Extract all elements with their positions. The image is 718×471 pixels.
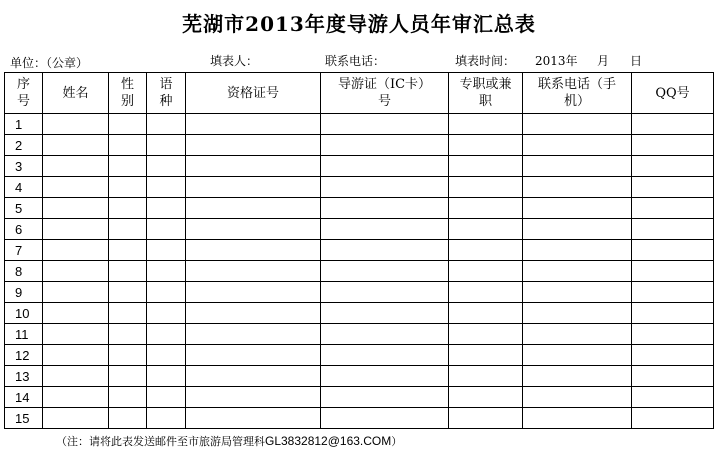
header-cell-line: 种: [159, 94, 173, 109]
date-year: 2013年: [535, 54, 578, 68]
table-cell[interactable]: [449, 303, 523, 324]
row-number: 9: [5, 282, 43, 303]
footnote-close: ）: [391, 435, 403, 448]
table-row: [5, 219, 714, 240]
table-cell[interactable]: [109, 408, 147, 429]
table-cell[interactable]: [321, 240, 449, 261]
table-cell[interactable]: [632, 198, 714, 219]
table-row: [5, 261, 714, 282]
table-cell[interactable]: [186, 156, 321, 177]
table-cell[interactable]: [632, 366, 714, 387]
table-cell[interactable]: [321, 219, 449, 240]
table-row: [5, 408, 714, 429]
table-row: [5, 282, 714, 303]
table-cell[interactable]: [449, 240, 523, 261]
table-cell[interactable]: [449, 345, 523, 366]
table-cell[interactable]: [632, 324, 714, 345]
table-row: [5, 240, 714, 261]
table-cell[interactable]: [109, 198, 147, 219]
header-cell-line: 姓名: [62, 85, 89, 101]
table-cell[interactable]: [321, 261, 449, 282]
table-cell[interactable]: [632, 156, 714, 177]
table-cell[interactable]: [632, 408, 714, 429]
table-cell[interactable]: [523, 387, 632, 408]
table-cell[interactable]: [43, 303, 109, 324]
table-cell[interactable]: [186, 177, 321, 198]
table-cell[interactable]: [321, 324, 449, 345]
table-cell[interactable]: [449, 282, 523, 303]
table-cell[interactable]: [109, 324, 147, 345]
table-cell[interactable]: [449, 324, 523, 345]
row-number: 8: [5, 261, 43, 282]
table-cell[interactable]: [147, 303, 186, 324]
table-cell[interactable]: [523, 198, 632, 219]
table-cell[interactable]: [321, 198, 449, 219]
table-cell[interactable]: [523, 135, 632, 156]
table-cell[interactable]: [147, 324, 186, 345]
header-cell: [147, 73, 186, 114]
header-cell: [109, 73, 147, 114]
table-body: [5, 114, 714, 429]
table-cell[interactable]: [43, 345, 109, 366]
table-cell[interactable]: [449, 198, 523, 219]
table-cell[interactable]: [186, 408, 321, 429]
table-cell[interactable]: [449, 135, 523, 156]
table-cell[interactable]: [523, 156, 632, 177]
table-cell[interactable]: [147, 282, 186, 303]
table-cell[interactable]: [449, 156, 523, 177]
table-cell[interactable]: [321, 366, 449, 387]
header-cell-line: 序: [16, 77, 30, 92]
table-row: [5, 156, 714, 177]
table-cell[interactable]: [449, 387, 523, 408]
table-cell[interactable]: [147, 219, 186, 240]
table-cell[interactable]: [147, 177, 186, 198]
table-cell[interactable]: [449, 408, 523, 429]
page-title: 芜湖市2013年度导游人员年审汇总表: [182, 12, 536, 36]
table-cell[interactable]: [321, 303, 449, 324]
table-cell[interactable]: [43, 282, 109, 303]
header-cell: [632, 73, 714, 114]
table-cell[interactable]: [321, 345, 449, 366]
table-cell[interactable]: [109, 156, 147, 177]
table-cell[interactable]: [109, 135, 147, 156]
table-cell[interactable]: [321, 282, 449, 303]
row-number: 11: [5, 324, 43, 345]
table-cell[interactable]: [43, 114, 109, 135]
header-cell-line: 联系电话（手: [537, 77, 616, 92]
table-cell[interactable]: [186, 219, 321, 240]
header-cell-line: 别: [120, 94, 134, 109]
row-number: 5: [5, 198, 43, 219]
table-cell[interactable]: [186, 345, 321, 366]
table-cell[interactable]: [321, 114, 449, 135]
row-number: 6: [5, 219, 43, 240]
table-cell[interactable]: [109, 261, 147, 282]
row-number: 15: [5, 408, 43, 429]
table-row: [5, 135, 714, 156]
table-cell[interactable]: [43, 219, 109, 240]
header-cell-line: 机）: [563, 94, 590, 109]
header-cell: [5, 73, 43, 114]
table-cell[interactable]: [632, 303, 714, 324]
table-cell[interactable]: [43, 198, 109, 219]
table-cell[interactable]: [321, 135, 449, 156]
table-cell[interactable]: [186, 135, 321, 156]
table-cell[interactable]: [632, 261, 714, 282]
table-cell[interactable]: [109, 177, 147, 198]
table-cell[interactable]: [186, 198, 321, 219]
table-cell[interactable]: [523, 366, 632, 387]
table-cell[interactable]: [523, 324, 632, 345]
table-cell[interactable]: [523, 303, 632, 324]
table-cell[interactable]: [43, 156, 109, 177]
header-cell-line: 导游证（IC卡）: [337, 77, 432, 92]
date-day: 日: [630, 54, 643, 68]
table-cell[interactable]: [43, 366, 109, 387]
table-cell[interactable]: [43, 177, 109, 198]
table-cell[interactable]: [321, 408, 449, 429]
table-cell[interactable]: [632, 114, 714, 135]
table-cell[interactable]: [449, 219, 523, 240]
table-cell[interactable]: [109, 114, 147, 135]
row-number: 12: [5, 345, 43, 366]
row-number: 2: [5, 135, 43, 156]
table-cell[interactable]: [186, 261, 321, 282]
row-number: 14: [5, 387, 43, 408]
date-label: 填表时间：: [455, 54, 516, 68]
table-cell[interactable]: [449, 177, 523, 198]
table-cell[interactable]: [449, 114, 523, 135]
table-row: [5, 177, 714, 198]
table-cell[interactable]: [43, 135, 109, 156]
table-cell[interactable]: [523, 114, 632, 135]
table-cell[interactable]: [186, 114, 321, 135]
row-number: 7: [5, 240, 43, 261]
footnote-email: GL3832812@163.COM: [265, 434, 392, 448]
table-cell[interactable]: [109, 387, 147, 408]
header-cell-line: QQ号: [655, 85, 690, 101]
table-cell[interactable]: [147, 198, 186, 219]
table-cell[interactable]: [147, 261, 186, 282]
table-cell[interactable]: [147, 345, 186, 366]
row-number: 1: [5, 114, 43, 135]
header-cell-line: 语: [159, 77, 173, 92]
date-month: 月: [597, 54, 610, 68]
table-cell[interactable]: [186, 387, 321, 408]
table-cell[interactable]: [147, 366, 186, 387]
table-cell[interactable]: [632, 177, 714, 198]
table-cell[interactable]: [109, 282, 147, 303]
header-cell-line: 专职或兼: [459, 77, 512, 92]
table-cell[interactable]: [43, 324, 109, 345]
table-cell[interactable]: [449, 261, 523, 282]
table-cell[interactable]: [449, 366, 523, 387]
table-cell[interactable]: [321, 156, 449, 177]
table-cell[interactable]: [186, 303, 321, 324]
unit-label: 单位：（公章）: [10, 56, 89, 70]
table-row: [5, 345, 714, 366]
table-cell[interactable]: [321, 387, 449, 408]
table-cell[interactable]: [109, 303, 147, 324]
table-cell[interactable]: [147, 114, 186, 135]
filler-label: 填表人：: [210, 54, 259, 68]
table-cell[interactable]: [632, 240, 714, 261]
header-row: [5, 73, 714, 114]
header-cell-line: 性: [120, 77, 134, 92]
table-cell[interactable]: [147, 408, 186, 429]
table-cell[interactable]: [186, 324, 321, 345]
table-cell[interactable]: [632, 219, 714, 240]
table-cell[interactable]: [43, 240, 109, 261]
phone-label: 联系电话：: [325, 54, 386, 68]
row-number: 3: [5, 156, 43, 177]
table-cell[interactable]: [147, 135, 186, 156]
footnote: [56, 433, 402, 449]
table-cell[interactable]: [147, 156, 186, 177]
header-cell: [523, 73, 632, 114]
table-cell[interactable]: [109, 345, 147, 366]
table-row: [5, 366, 714, 387]
table-row: [5, 198, 714, 219]
table-cell[interactable]: [109, 366, 147, 387]
header-cell-line: 号: [16, 94, 30, 109]
table-cell[interactable]: [147, 240, 186, 261]
summary-table: [4, 72, 714, 429]
table-cell[interactable]: [43, 387, 109, 408]
row-number: 13: [5, 366, 43, 387]
table-row: [5, 324, 714, 345]
table-cell[interactable]: [186, 240, 321, 261]
table-cell[interactable]: [523, 261, 632, 282]
table-cell[interactable]: [186, 366, 321, 387]
footnote-text: （注：请将此表发送邮件至市旅游局管理科: [56, 435, 265, 448]
header-cell: [449, 73, 523, 114]
table-cell[interactable]: [523, 282, 632, 303]
table-cell[interactable]: [43, 261, 109, 282]
table-row: [5, 303, 714, 324]
table-cell[interactable]: [186, 282, 321, 303]
header-cell-line: 职: [478, 94, 492, 109]
table-cell[interactable]: [523, 177, 632, 198]
header-cell: [186, 73, 321, 114]
table-cell[interactable]: [43, 408, 109, 429]
table-row: [5, 114, 714, 135]
table-cell[interactable]: [632, 135, 714, 156]
table-row: [5, 387, 714, 408]
row-number: 4: [5, 177, 43, 198]
header-cell: [321, 73, 449, 114]
header-cell-line: 号: [377, 94, 391, 109]
table-cell[interactable]: [523, 408, 632, 429]
table-cell[interactable]: [147, 387, 186, 408]
table-cell[interactable]: [632, 345, 714, 366]
header-cell: [43, 73, 109, 114]
table-cell[interactable]: [321, 177, 449, 198]
header-cell-line: 资格证号: [226, 85, 279, 101]
table-cell[interactable]: [109, 219, 147, 240]
table-cell[interactable]: [632, 387, 714, 408]
row-number: 10: [5, 303, 43, 324]
table-cell[interactable]: [109, 240, 147, 261]
table-cell[interactable]: [523, 219, 632, 240]
table-cell[interactable]: [523, 240, 632, 261]
table-cell[interactable]: [523, 345, 632, 366]
table-cell[interactable]: [632, 282, 714, 303]
